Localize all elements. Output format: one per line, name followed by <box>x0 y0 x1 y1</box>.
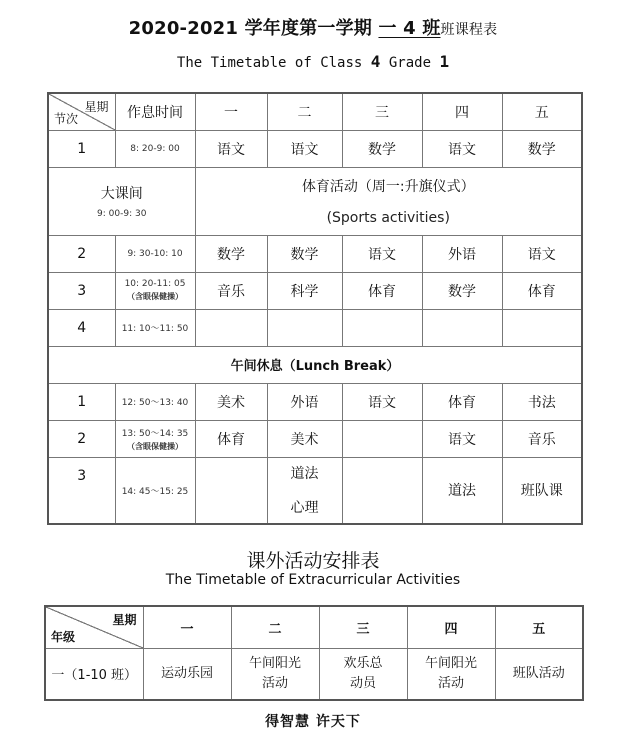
time-text: 14: 45～15: 25 <box>121 486 189 497</box>
activity-cell <box>143 648 231 700</box>
subject-cell: 数学 <box>502 130 582 167</box>
time-header: 作息时间 <box>115 93 195 130</box>
activity-line: 活动 <box>261 675 288 691</box>
activities-day-header: 五 <box>495 606 583 648</box>
period-time <box>115 272 195 309</box>
period-time <box>115 457 195 524</box>
eye-exercise-note: （含眼保健操） <box>127 441 183 451</box>
activity-cell <box>319 648 407 700</box>
subject-cell: 数学 <box>342 130 422 167</box>
subject-cell: 音乐 <box>195 272 267 309</box>
big-break-activity <box>195 167 582 235</box>
activities-day-header: 四 <box>407 606 495 648</box>
subject-cell: 体育 <box>422 383 502 420</box>
subject-cell <box>422 309 502 346</box>
subject-cell <box>342 309 422 346</box>
period-number: 3 <box>48 272 115 309</box>
subtitle-mid: Grade <box>380 55 440 71</box>
activities-header-row <box>45 606 583 648</box>
activities-subtitle: The Timetable of Extracurricular Activities <box>165 572 461 588</box>
subject-cell: 班队课 <box>502 457 582 524</box>
activity-line: 午间阳光 <box>248 655 301 671</box>
subtitle-class: 4 <box>370 52 381 71</box>
activity-cell <box>495 648 583 700</box>
period-time <box>115 420 195 457</box>
day-header: 一 <box>195 93 267 130</box>
activities-corner-cell <box>45 606 143 648</box>
subject-cell: 语文 <box>267 130 342 167</box>
big-break-row <box>48 167 582 235</box>
activities-row <box>45 648 583 700</box>
corner-period-label: 节次 <box>54 111 79 126</box>
activity-line: 运动乐园 <box>160 665 213 681</box>
grade-label: 一（1-10 班） <box>45 648 143 700</box>
subject-cell: 美术 <box>267 420 342 457</box>
subject-cell <box>195 457 267 524</box>
subject-cell: 数学 <box>267 235 342 272</box>
activity-cell <box>231 648 319 700</box>
time-text: 10: 20-11: 05 <box>124 279 186 289</box>
period-time <box>115 383 195 420</box>
day-header: 四 <box>422 93 502 130</box>
timetable-header-row <box>48 93 582 130</box>
period-number: 4 <box>48 309 115 346</box>
period-time <box>115 130 195 167</box>
activity-line: 午间阳光 <box>424 655 477 671</box>
activity-line: 欢乐总 <box>343 655 383 671</box>
table-row <box>48 235 582 272</box>
table-row <box>48 130 582 167</box>
subject-cell <box>267 309 342 346</box>
subject-cell: 语文 <box>195 130 267 167</box>
subject-cell: 美术 <box>195 383 267 420</box>
lunch-row <box>48 346 582 383</box>
subject-cell: 道法 <box>422 457 502 524</box>
subject-cell: 语文 <box>342 383 422 420</box>
subject-cell <box>195 309 267 346</box>
day-header: 二 <box>267 93 342 130</box>
period-number: 1 <box>48 383 115 420</box>
day-header: 五 <box>502 93 582 130</box>
subject-cell: 外语 <box>267 383 342 420</box>
time-text: 8: 20-9: 00 <box>130 143 180 154</box>
subject-cell: 语文 <box>502 235 582 272</box>
table-row <box>48 420 582 457</box>
table-row <box>48 309 582 346</box>
activities-corner-weekday: 星期 <box>112 613 137 627</box>
table-row <box>48 383 582 420</box>
activities-day-header: 二 <box>231 606 319 648</box>
activities-day-header: 三 <box>319 606 407 648</box>
eye-exercise-note: （含眼保健操） <box>127 292 183 301</box>
lunch-break-label: 午间休息（Lunch Break） <box>48 346 582 383</box>
subject-cell: 数学 <box>195 235 267 272</box>
title-class: 一 4 班 <box>378 18 441 39</box>
period-number: 2 <box>48 420 115 457</box>
subtitle-grade: 1 <box>439 52 450 71</box>
subject-cell: 音乐 <box>502 420 582 457</box>
activities-table <box>44 605 584 701</box>
subject-line: 心理 <box>290 500 319 517</box>
period-number: 2 <box>48 235 115 272</box>
period-time <box>115 235 195 272</box>
title-year: 2020-2021 学年度第一学期 <box>128 18 372 39</box>
activity-cell <box>407 648 495 700</box>
corner-weekday-label: 星期 <box>84 100 109 114</box>
big-break-cell <box>48 167 195 235</box>
time-text: 12: 50～13: 40 <box>121 398 189 408</box>
corner-cell <box>48 93 115 130</box>
activity-line: 动员 <box>349 675 376 691</box>
subject-cell <box>342 457 422 524</box>
subject-cell: 外语 <box>422 235 502 272</box>
activities-corner-grade: 年级 <box>51 629 76 644</box>
subject-cell: 数学 <box>422 272 502 309</box>
big-break-time: 9: 00-9: 30 <box>97 209 147 219</box>
period-number: 1 <box>48 130 115 167</box>
subject-cell: 语文 <box>422 130 502 167</box>
table-row <box>48 457 582 524</box>
time-text: 11: 10～11: 50 <box>121 324 189 334</box>
activities-title: 课外活动安排表 <box>246 550 380 572</box>
activity-line: 活动 <box>437 675 464 691</box>
title-suffix: 班课程表 <box>440 22 498 38</box>
period-number: 3 <box>48 457 115 524</box>
page-title <box>0 14 626 40</box>
table-row <box>48 272 582 309</box>
subject-cell: 语文 <box>422 420 502 457</box>
activities-day-header: 一 <box>143 606 231 648</box>
page-subtitle <box>0 52 626 71</box>
subject-cell: 体育 <box>502 272 582 309</box>
big-break-label: 大课间 <box>100 186 143 202</box>
footer-motto: 得智慧 许天下 <box>265 714 361 730</box>
big-break-activity-en: (Sports activities) <box>326 210 450 226</box>
subject-cell: 科学 <box>267 272 342 309</box>
subject-cell <box>342 420 422 457</box>
subject-cell: 体育 <box>195 420 267 457</box>
subject-line: 道法 <box>290 466 319 483</box>
big-break-activity-cn: 体育活动（周一:升旗仪式） <box>301 179 475 195</box>
period-time <box>115 309 195 346</box>
subject-cell <box>502 309 582 346</box>
activity-line: 班队活动 <box>512 665 565 681</box>
timetable <box>47 92 583 525</box>
subtitle-pre: The Timetable of Class <box>176 55 371 71</box>
subject-cell: 体育 <box>342 272 422 309</box>
subject-cell: 书法 <box>502 383 582 420</box>
subject-cell-stacked <box>267 457 342 524</box>
time-text: 13: 50～14: 35 <box>121 428 189 439</box>
subject-cell: 语文 <box>342 235 422 272</box>
time-text: 9: 30-10: 10 <box>127 248 183 259</box>
day-header: 三 <box>342 93 422 130</box>
